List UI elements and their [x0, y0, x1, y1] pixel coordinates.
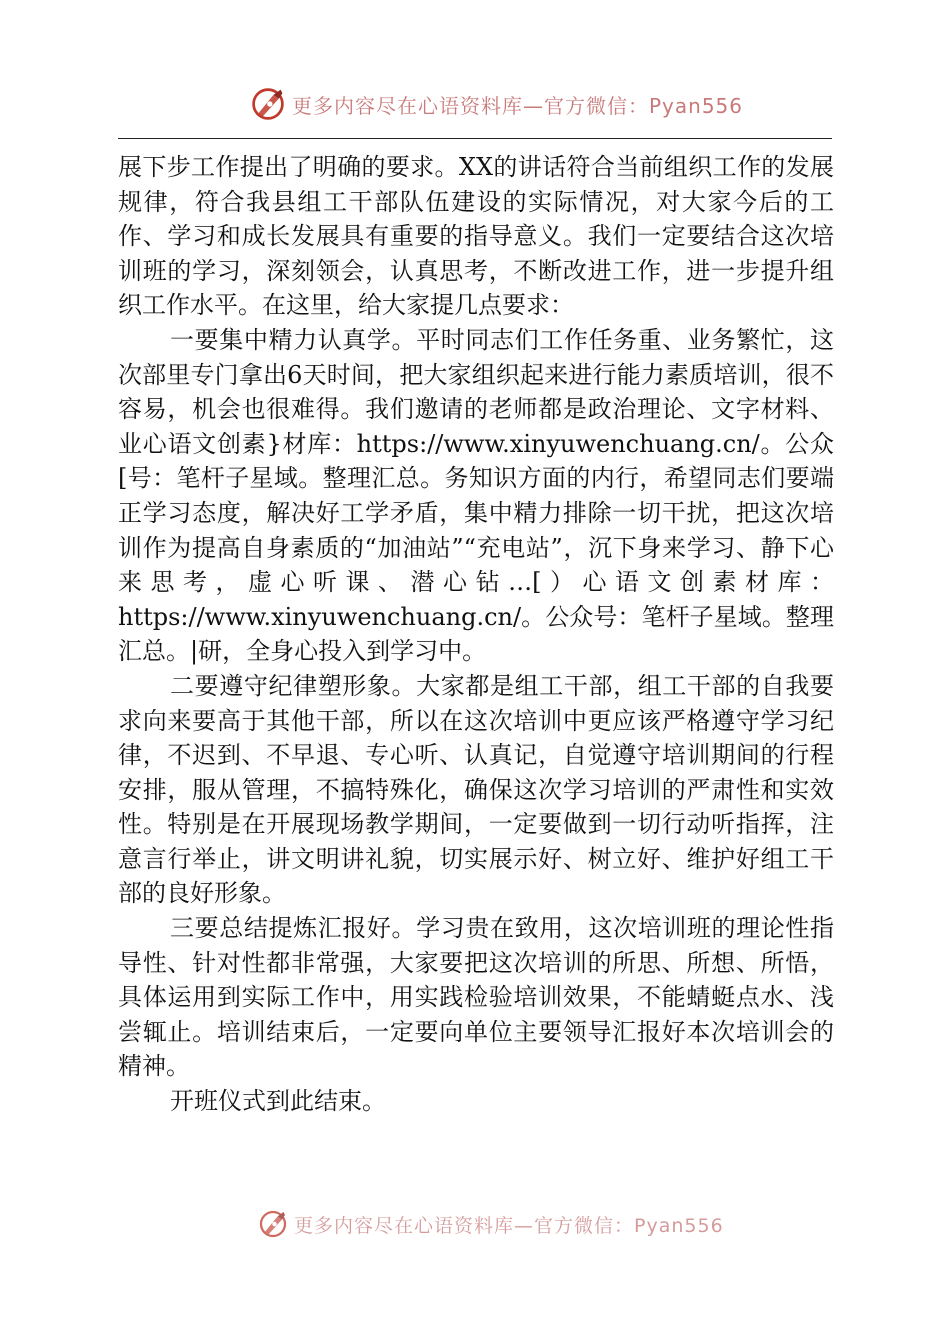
paragraph-2: 一要集中精力认真学。平时同志们工作任务重、业务繁忙，这次部里专门拿出6天时间，把大家组织起来进行能力素质培训，很不容易，机会也很难得。我们邀请的老师都是政治理论、文字材料、业心语文创素}材库：https://www.xinyuwenchuang.cn/。公众[号：笔杆子星域。整理汇总。务知识方面的内行，希望同志们要端正学习态度，解决好工学矛盾，集中精力排除一切干扰，把这次培训作为提高自身素质的“加油站”“充电站”，沉下身来学习、静下心来思考，虚心听课、潜心钻…[）心语文创素材库：https://www.xinyuwenchuang.cn/。公众号：笔杆子星域。整理汇总。|研，全身心投入到学习中。	[118, 325, 834, 666]
paragraph-5: 开班仪式到此结束。	[170, 1087, 386, 1116]
pen-nib-logo-icon	[250, 86, 286, 122]
footer-brand-text: 更多内容尽在心语资料库—官方微信：Pyan556	[294, 1214, 724, 1237]
header-brand-text: 更多内容尽在心语资料库—官方微信：Pyan556	[292, 93, 744, 118]
pen-nib-logo-icon	[258, 1209, 288, 1239]
paragraph-4: 三要总结提炼汇报好。学习贵在致用，这次培训班的理论性指导性、针对性都非常强，大家要把这次培训的所思、所想、所悟，具体运用到实际工作中，用实践检验培训效果，不能蜻蜓点水、浅尝辄止。培训结束后，一定要向单位主要领导汇报好本次培训会的精神。	[118, 914, 834, 1081]
header-divider	[118, 138, 832, 139]
document-body	[118, 150, 834, 1119]
paragraph-3: 二要遵守纪律塑形象。大家都是组工干部，组工干部的自我要求向来要高于其他干部，所以在这次培训中更应该严格遵守学习纪律，不迟到、不早退、专心听、认真记，自觉遵守培训期间的行程安排，服从管理，不搞特殊化，确保这次学习培训的严肃性和实效性。特别是在开展现场教学期间，一定要做到一切行动听指挥，注意言行举止，讲文明讲礼貌，切实展示好、树立好、维护好组工干部的良好形象。	[118, 671, 834, 908]
paragraph-1: 展下步工作提出了明确的要求。XX的讲话符合当前组织工作的发展规律，符合我县组工干部队伍建设的实际情况，对大家今后的工作、学习和成长发展具有重要的指导意义。我们一定要结合这次培训班的学习，深刻领会，认真思考，不断改进工作，进一步提升组织工作水平。在这里，给大家提几点要求：	[118, 153, 834, 320]
page-footer	[258, 1208, 724, 1240]
page-header	[250, 84, 743, 124]
